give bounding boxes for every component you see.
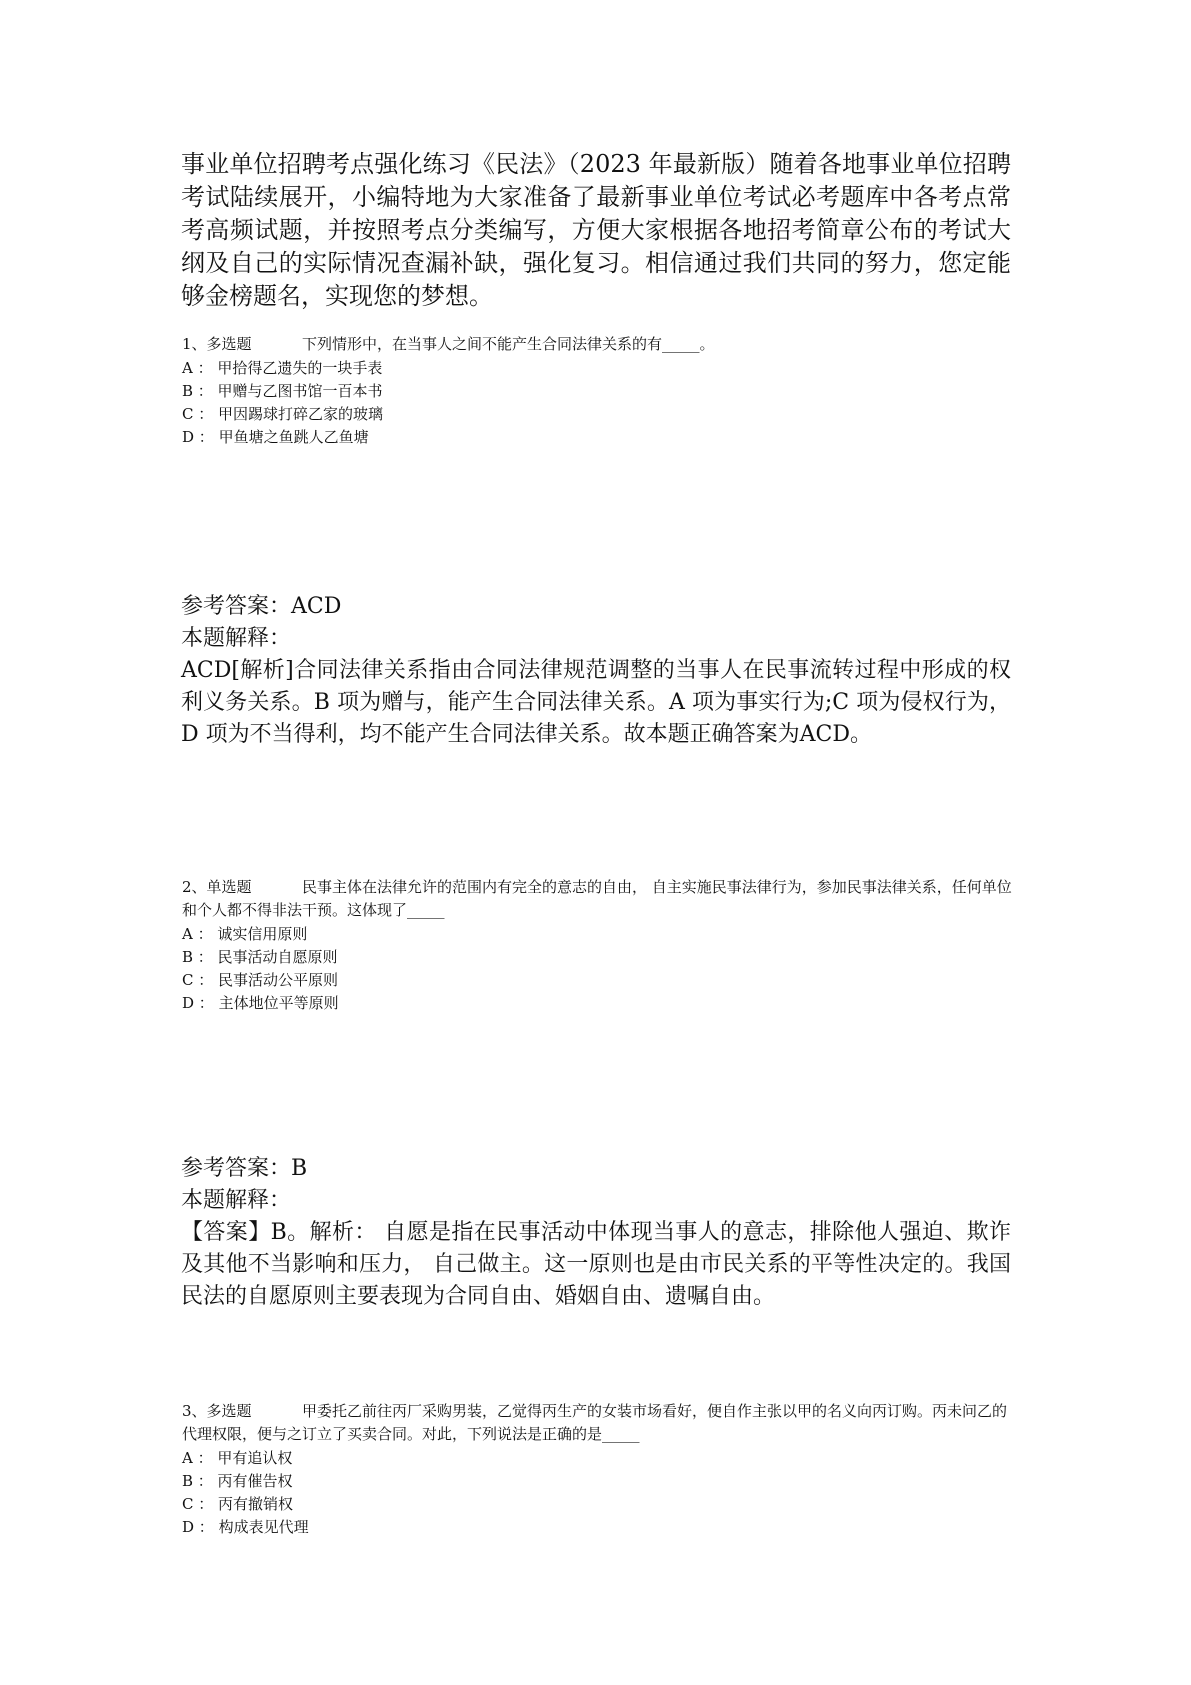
option-b: B ： 丙有催告权 bbox=[182, 1472, 293, 1490]
option-a: A ： 甲有追认权 bbox=[182, 1449, 293, 1467]
option-d: D ： 构成表见代理 bbox=[182, 1518, 309, 1536]
question-3 bbox=[182, 1400, 1012, 1539]
answer-line: 参考答案：B bbox=[181, 1156, 308, 1181]
option-a: A ： 诚实信用原则 bbox=[182, 925, 308, 943]
explanation-text: 【答案】B。解析： 自愿是指在民事活动中体现当事人的意志，排除他人强迫、欺诈及其他不当影响和压力， 自己做主。这一原则也是由市民关系的平等性决定的。我国民法的自愿原则主要表现为合同自由、婚姻自由、遗嘱自由。 bbox=[181, 1220, 1011, 1309]
option-c: C ： 丙有撤销权 bbox=[182, 1495, 294, 1513]
question-text: 下列情形中，在当事人之间不能产生合同法律关系的有_____。 bbox=[302, 335, 715, 353]
option-c: C ： 甲因踢球打碎乙家的玻璃 bbox=[182, 405, 384, 423]
option-d: D ： 甲鱼塘之鱼跳人乙鱼塘 bbox=[182, 428, 369, 446]
option-d: D ： 主体地位平等原则 bbox=[182, 994, 339, 1012]
question-2 bbox=[182, 876, 1012, 1015]
explanation-text: ACD[解析]合同法律关系指由合同法律规范调整的当事人在民事流转过程中形成的权利义务关系。B 项为赠与，能产生合同法律关系。A 项为事实行为;C 项为侵权行为，D 项为不当得利，均不能产生合同法律关系。故本题正确答案为ACD。 bbox=[181, 658, 1011, 747]
explanation-label: 本题解释： bbox=[181, 1188, 292, 1213]
question-text: 民事主体在法律允许的范围内有完全的意志的自由， 自主实施民事法律行为，参加民事法律关系，任何单位和个人都不得非法干预。这体现了_____ bbox=[182, 878, 1012, 919]
option-a: A ： 甲拾得乙遗失的一块手表 bbox=[182, 359, 383, 377]
question-text: 甲委托乙前往丙厂采购男装，乙觉得丙生产的女装市场看好，便自作主张以甲的名义向丙订购。丙未问乙的代理权限，便与之订立了买卖合同。对此，下列说法是正确的是_____ bbox=[182, 1402, 1008, 1443]
option-c: C ： 民事活动公平原则 bbox=[182, 971, 339, 989]
option-b: B ： 甲赠与乙图书馆一百本书 bbox=[182, 382, 383, 400]
question-stem bbox=[182, 876, 1012, 922]
explanation-label: 本题解释： bbox=[181, 626, 292, 651]
intro-paragraph: 事业单位招聘考点强化练习《民法》（2023 年最新版）随着各地事业单位招聘考试陆续展开，小编特地为大家准备了最新事业单位考试必考题库中各考点常考高频试题，并按照考点分类编写，方便大家根据各地招考简章公布的考试大纲及自己的实际情况查漏补缺，强化复习。相信通过我们共同的努力，您定能够金榜题名，实现您的梦想。 bbox=[181, 150, 1011, 310]
question-stem bbox=[182, 1400, 1012, 1446]
question-stem bbox=[182, 333, 1012, 356]
question-number-type: 1、多选题 bbox=[182, 335, 252, 353]
question-1 bbox=[182, 333, 1012, 449]
answer-block-1 bbox=[181, 591, 1011, 751]
question-number-type: 2、单选题 bbox=[182, 878, 252, 896]
answer-line: 参考答案：ACD bbox=[181, 594, 342, 619]
answer-block-2 bbox=[181, 1153, 1011, 1313]
option-b: B ： 民事活动自愿原则 bbox=[182, 948, 338, 966]
question-number-type: 3、多选题 bbox=[182, 1402, 252, 1420]
